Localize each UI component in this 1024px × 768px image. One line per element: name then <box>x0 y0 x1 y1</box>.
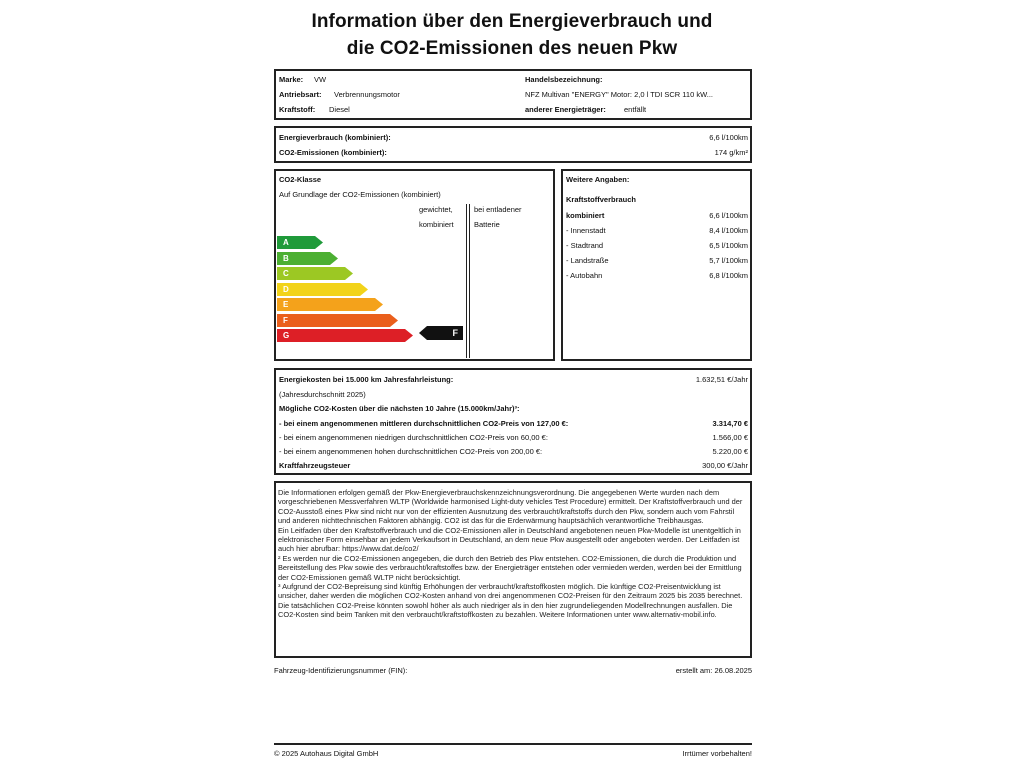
fuel-row-value: 6,5 l/100km <box>709 241 748 250</box>
co2-class-bar-d <box>277 283 368 296</box>
fuel-row-label: - Landstraße <box>566 256 609 265</box>
fuel-row-label: - Stadtrand <box>566 241 604 250</box>
arrow-right-icon <box>277 314 398 327</box>
footer-divider <box>274 743 752 745</box>
co2-class-letter: G <box>283 331 290 340</box>
kraftstoff-label: Kraftstoff: <box>279 105 316 114</box>
antriebsart-value: Verbrennungsmotor <box>334 90 400 99</box>
class-divider-2 <box>469 204 470 358</box>
energy-consumption-value: 6,6 l/100km <box>709 133 748 142</box>
page-title <box>0 8 1024 62</box>
co2-price-high-label: - bei einem angenommenen hohen durchschnittlichen CO2-Preis von 200,00 €: <box>279 447 543 456</box>
energy-consumption-label: Energieverbrauch (kombiniert): <box>279 133 391 142</box>
co2-emissions-value: 174 g/km² <box>714 148 748 157</box>
kraftstoff-value: Diesel <box>329 105 350 114</box>
co2-price-mid-label: - bei einem angenommenen mittleren durchschnittlichen CO2-Preis von 127,00 €: <box>279 419 569 428</box>
disclaimer-text <box>278 488 748 620</box>
co2-emissions-label: CO2-Emissionen (kombiniert): <box>279 148 387 157</box>
reservation-note: Irrtümer vorbehalten! <box>682 749 752 758</box>
co2-class-letter: B <box>283 253 289 263</box>
fuel-row-value: 6,8 l/100km <box>709 271 748 280</box>
energy-cost-label: Energiekosten bei 15.000 km Jahresfahrleistung: <box>279 375 454 384</box>
current-class-letter: F <box>452 328 458 338</box>
co2-class-subtitle: Auf Grundlage der CO2-Emissionen (kombiniert) <box>279 190 441 199</box>
disclaimer-paragraph-1: Die Informationen erfolgen gemäß der Pkw-Energieverbrauchskennzeichnungsverordnung. Die angegebenen Werte wurden nach dem vorgeschriebenen Messverfahren WLTP (Worldwide harmonised Light-duty vehicles Test Procedure) ermittelt. Der Kraftstoffverbrauch und der CO2-Ausstoß eines Pkw sind nicht nur von der effizienten Ausnutzung des verbraucht/kraftstoffs durch den Pkw, sondern auch vom Fahrstil und anderen nichttechnischen Faktoren abhängig. CO2 ist das für die Erderwärmung hauptsächlich verantwortliche Treibhausgas. <box>278 488 743 526</box>
arrow-right-icon <box>277 329 413 342</box>
fuel-row-value: 5,7 l/100km <box>709 256 748 265</box>
fuel-row-label: kombiniert <box>566 211 605 220</box>
title-line-2: die CO2-Emissionen des neuen Pkw <box>346 38 678 59</box>
co2-price-low-value: 1.566,00 € <box>712 433 748 442</box>
disclaimer-paragraph-4: ³ Aufgrund der CO2-Bepreisung sind künftig Erhöhungen der verbraucht/kraftstoffkosten möglich. Die künftige CO2-Preisentwicklung ist unsicher, daher werden die möglichen CO2-Kosten anhand von drei angenommenen CO2-Preisen für den Zeitraum 2025 bis 2035 berechnet. Die tatsächlichen CO2-Preise könnten sowohl höher als auch niedriger als in den hier zugrundeliegenden Modellrechnungen ausfallen. Die CO2-Kosten sind beim Tanken mit den verbraucht/kraftstoffkosten zu bezahlen. Weitere Informationen unter www.alternativ-mobil.info. <box>278 582 743 620</box>
energy-cost-value: 1.632,51 €/Jahr <box>695 375 748 384</box>
co2-class-bar-a <box>277 236 323 249</box>
current-class-marker <box>419 326 463 340</box>
co2-class-letter: F <box>283 315 288 325</box>
title-line-1: Information über den Energieverbrauch und <box>311 11 713 32</box>
vehicle-tax-value: 300,00 €/Jahr <box>702 461 748 470</box>
co2-class-letter: D <box>283 284 289 294</box>
co2-class-letter: E <box>283 300 289 309</box>
co2-class-letter: A <box>283 238 289 247</box>
year-average-note: (Jahresdurchschnitt 2025) <box>279 390 366 399</box>
handel-label: Handelsbezeichnung: <box>525 75 603 84</box>
co2-class-title: CO2-Klasse <box>279 175 322 184</box>
arrow-right-icon <box>277 283 368 296</box>
co2-class-bar-f <box>277 314 398 327</box>
fuel-consumption-subtitle: Kraftstoffverbrauch <box>566 195 637 204</box>
class-divider-1 <box>466 204 467 358</box>
further-info-title: Weitere Angaben: <box>566 175 630 184</box>
co2-class-bar-c <box>277 267 353 280</box>
col-weighted-line1: gewichtet, <box>419 205 453 214</box>
copyright-text: © 2025 Autohaus Digital GmbH <box>274 749 379 758</box>
co2-class-bar-b <box>277 252 338 265</box>
anderer-label: anderer Energieträger: <box>525 105 606 114</box>
vehicle-tax-label: Kraftfahrzeugsteuer <box>279 461 351 470</box>
disclaimer-paragraph-3: ² Es werden nur die CO2-Emissionen angegeben, die durch den Betrieb des Pkw entstehen. CO2-Emissionen, die durch die Produktion und Bereitstellung des Pkw sowie des verbraucht/kraftstoffes bzw. der Energieträger entstehen oder vermieden werden, werden bei der Ermittlung der CO2-Emissionen gemäß WLTP nicht berücksichtigt. <box>278 553 742 582</box>
fuel-row-value: 8,4 l/100km <box>709 226 748 235</box>
co2-class-letter: C <box>283 269 289 278</box>
co2-cost-heading: Mögliche CO2-Kosten über die nächsten 10 Jahre (15.000km/Jahr)³: <box>279 404 520 413</box>
marke-value: VW <box>314 75 327 84</box>
co2-class-bar-e <box>277 298 383 311</box>
disclaimer-paragraph-2: Ein Leitfaden über den Kraftstoffverbrauch und die CO2-Emissionen aller in Deutschland angebotenen neuen Pkw-Modelle ist unentgeltlich in elektronischer Form einsehbar an jedem Verkaufsort in Deutschland, an dem neue Pkw ausgestellt oder angeboten werden. Der Leitfaden ist auch hier abrufbar: https://www.dat.de/co2/ <box>278 525 741 554</box>
fuel-row-label: - Innenstadt <box>566 226 606 235</box>
co2-price-high-value: 5.220,00 € <box>712 447 748 456</box>
co2-class-bar-g <box>277 329 413 342</box>
col-discharged-line2: Batterie <box>474 220 500 229</box>
antriebsart-label: Antriebsart: <box>279 90 322 99</box>
fuel-row-label: - Autobahn <box>566 271 603 280</box>
anderer-value: entfällt <box>624 105 647 114</box>
co2-price-mid-value: 3.314,70 € <box>712 419 748 428</box>
marke-label: Marke: <box>279 75 304 84</box>
created-date: erstellt am: 26.08.2025 <box>675 666 752 675</box>
handel-value: NFZ Multivan "ENERGY" Motor: 2,0 l TDI SCR 110 kW... <box>525 90 714 99</box>
col-weighted-line2: kombiniert <box>419 220 454 229</box>
arrow-right-icon <box>277 298 383 311</box>
fin-label: Fahrzeug-Identifizierungsnummer (FIN): <box>274 666 408 675</box>
consumption-box <box>274 126 752 163</box>
col-discharged-line1: bei entladener <box>474 205 522 214</box>
co2-price-low-label: - bei einem angenommenen niedrigen durchschnittlichen CO2-Preis von 60,00 €: <box>279 433 548 442</box>
fuel-row-value: 6,6 l/100km <box>709 211 748 220</box>
